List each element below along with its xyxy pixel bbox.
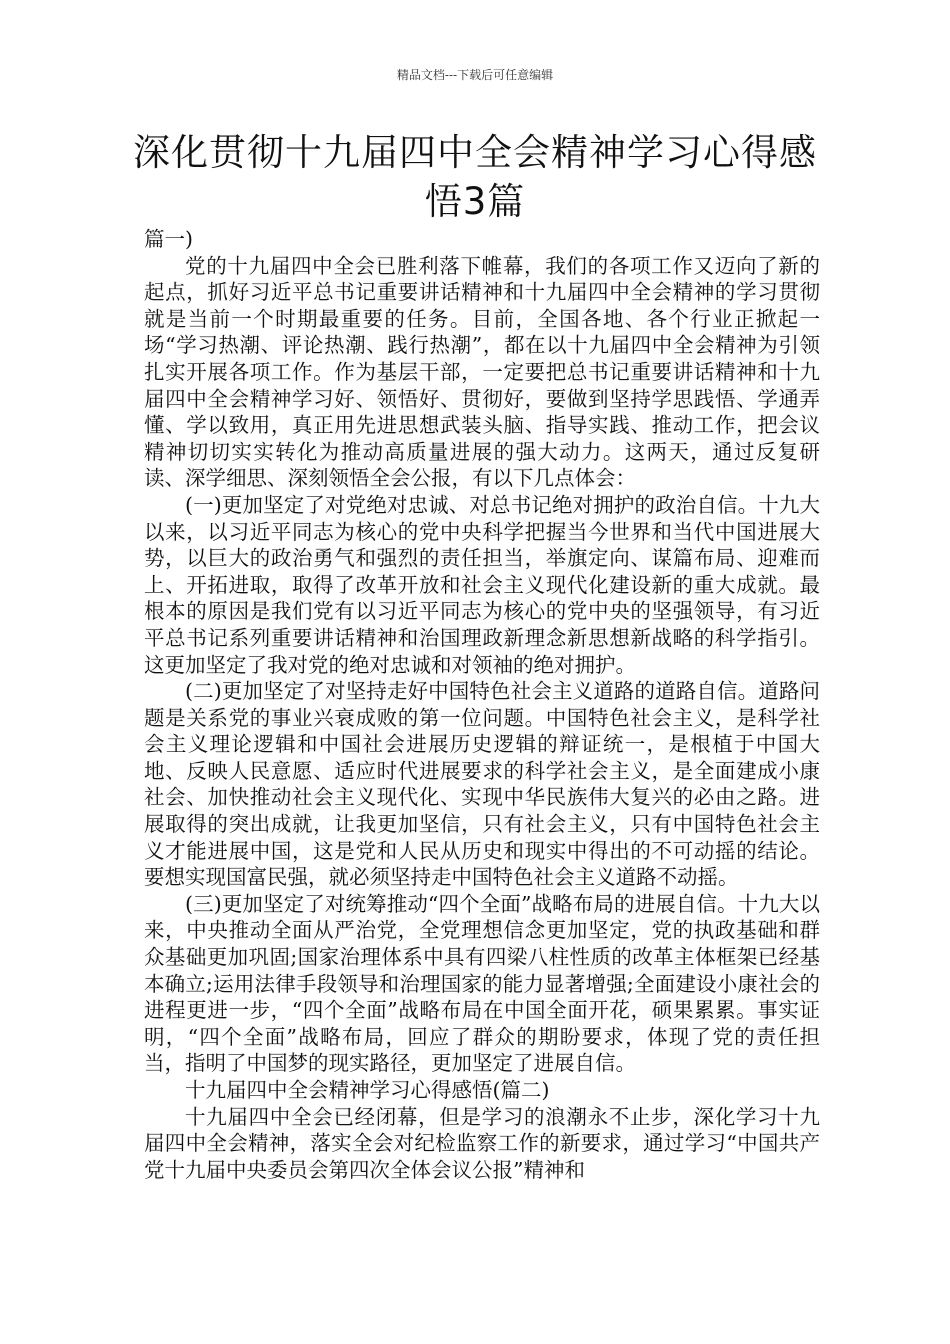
- document-title: 深化贯彻十九届四中全会精神学习心得感悟3篇: [133, 131, 817, 223]
- paragraph-part-two-intro: 十九届四中全会已经闭幕，但是学习的浪潮永不止步，深化学习十九届四中全会精神，落实全会对纪检监察工作的新要求，通过学习“中国共产党十九届中央委员会第四次全体会议公报”精神和: [144, 1104, 820, 1182]
- section-heading-part-one: 篇一): [144, 227, 193, 251]
- paragraph-point-one: (一)更加坚定了对党绝对忠诚、对总书记绝对拥护的政治自信。十九大以来，以习近平同志为核心的党中央科学把握当今世界和当代中国进展大势，以巨大的政治勇气和强烈的责任担当，举旗定向、谋篇布局、迎难而上、开拓进取，取得了改革开放和社会主义现代化建设新的重大成就。最根本的原因是我们党有以习近平同志为核心的党中央的坚强领导，有习近平总书记系列重要讲话精神和治国理政新理念新思想新战略的科学指引。这更加坚定了我对党的绝对忠诚和对领袖的绝对拥护。: [144, 492, 820, 677]
- paragraph-point-three: (三)更加坚定了对统筹推动“四个全面”战略布局的进展自信。十九大以来，中央推动全面从严治党，全党理想信念更加坚定，党的执政基础和群众基础更加巩固;国家治理体系中具有四梁八柱性质的改革主体框架已经基本确立;运用法律手段领导和治理国家的能力显著增强;全面建设小康社会的进程更进一步，“四个全面”战略布局在中国全面开花，硕果累累。事实证明，“四个全面”战略布局，回应了群众的期盼要求，体现了党的责任担当，指明了中国梦的现实路径，更加坚定了进展自信。: [144, 891, 820, 1076]
- header-note: 精品文档---下载后可任意编辑: [396, 68, 554, 82]
- paragraph-intro: 党的十九届四中全会已胜利落下帷幕，我们的各项工作又迈向了新的起点，抓好习近平总书记重要讲话精神和十九届四中全会精神的学习贯彻就是当前一个时期最重要的任务。目前，全国各地、各个行业正掀起一场“学习热潮、评论热潮、践行热潮”，都在以十九届四中全会精神为引领扎实开展各项工作。作为基层干部，一定要把总书记重要讲话精神和十九届四中全会精神学习好、领悟好、贯彻好，要做到坚持学思践悟、学通弄懂、学以致用，真正用先进思想武装头脑、指导实践、推动工作，把会议精神切切实实转化为推动高质量进展的强大动力。这两天，通过反复研读、深学细思、深刻领悟全会公报，有以下几点体会：: [144, 253, 820, 491]
- section-heading-part-two: 十九届四中全会精神学习心得感悟(篇二): [185, 1078, 550, 1102]
- document-body: [144, 226, 820, 1183]
- paragraph-point-two: (二)更加坚定了对坚持走好中国特色社会主义道路的道路自信。道路问题是关系党的事业兴衰成败的第一位问题。中国特色社会主义，是科学社会主义理论逻辑和中国社会进展历史逻辑的辩证统一，是根植于中国大地、反映人民意愿、适应时代进展要求的科学社会主义，是全面建成小康社会、加快推动社会主义现代化、实现中华民族伟大复兴的必由之路。进展取得的突出成就，让我更加坚信，只有社会主义，只有中国特色社会主义才能进展中国，这是党和人民从历史和现实中得出的不可动摇的结论。要想实现国富民强，就必须坚持走中国特色社会主义道路不动摇。: [144, 679, 820, 890]
